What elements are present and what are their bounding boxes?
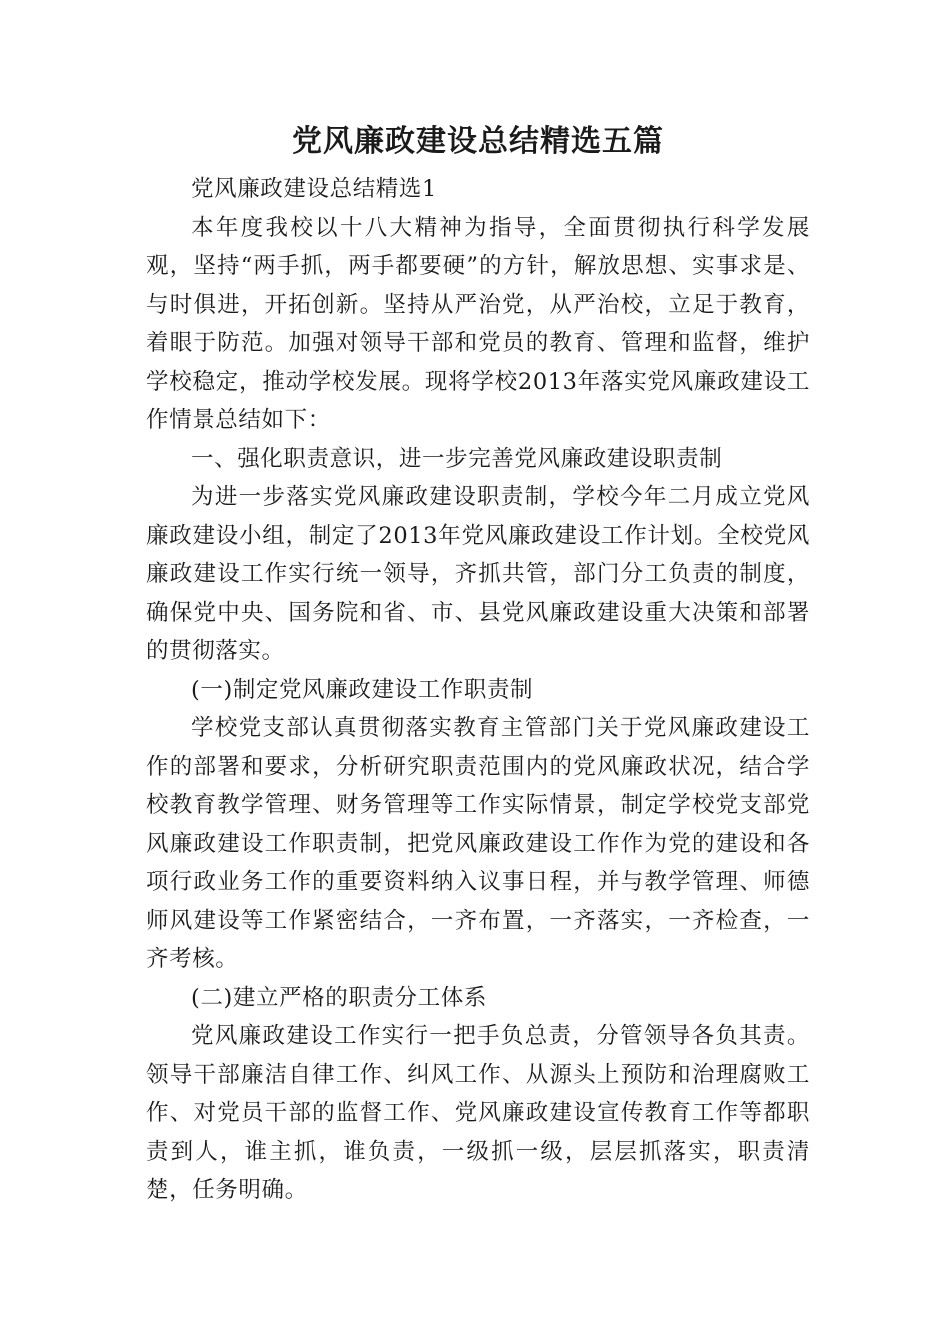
subsection-heading-1: (一)制定党风廉政建设工作职责制 xyxy=(191,676,534,703)
body-paragraph: 学校党支部认真贯彻落实教育主管部门关于党风廉政建设工作的部署和要求，分析研究职责范围内的党风廉政状况，结合学校教育教学管理、财务管理等工作实际情景，制定学校党支部党风廉政建设工作职责制，把党风廉政建设工作作为党的建设和各项行政业务工作的重要资料纳入议事日程，并与教学管理、师德师风建设等工作紧密结合，一齐布置，一齐落实，一齐检查，一齐考核。 xyxy=(146,715,810,972)
body-paragraph: 党风廉政建设工作实行一把手负总责，分管领导各负其责。领导干部廉洁自律工作、纠风工作、从源头上预防和治理腐败工作、对党员干部的监督工作、党风廉政建设宣传教育工作等都职责到人，谁主抓，谁负责，一级抓一级，层层抓落实，职责清楚，任务明确。 xyxy=(146,1023,810,1203)
body-paragraph: 为进一步落实党风廉政建设职责制，学校今年二月成立党风廉政建设小组，制定了2013年党风廉政建设工作计划。全校党风廉政建设工作实行统一领导，齐抓共管，部门分工负责的制度，确保党中央、国务院和省、市、县党风廉政建设重大决策和部署的贯彻落实。 xyxy=(146,484,810,664)
subtitle-paragraph: 党风廉政建设总结精选1 xyxy=(191,176,437,202)
intro-paragraph: 本年度我校以十八大精神为指导，全面贯彻执行科学发展观，坚持“两手抓，两手都要硬”的方针，解放思想、实事求是、与时俱进，开拓创新。坚持从严治党，从严治校，立足于教育，着眼于防范。加强对领导干部和党员的教育、管理和监督，维护学校稳定，推动学校发展。现将学校2013年落实党风廉政建设工作情景总结如下： xyxy=(146,214,810,433)
document-title: 党风廉政建设总结精选五篇 xyxy=(292,124,664,159)
subsection-heading-2: (二)建立严格的职责分工体系 xyxy=(191,984,487,1011)
section-heading-1: 一、强化职责意识，进一步完善党风廉政建设职责制 xyxy=(191,445,723,472)
document-page xyxy=(146,118,810,1210)
